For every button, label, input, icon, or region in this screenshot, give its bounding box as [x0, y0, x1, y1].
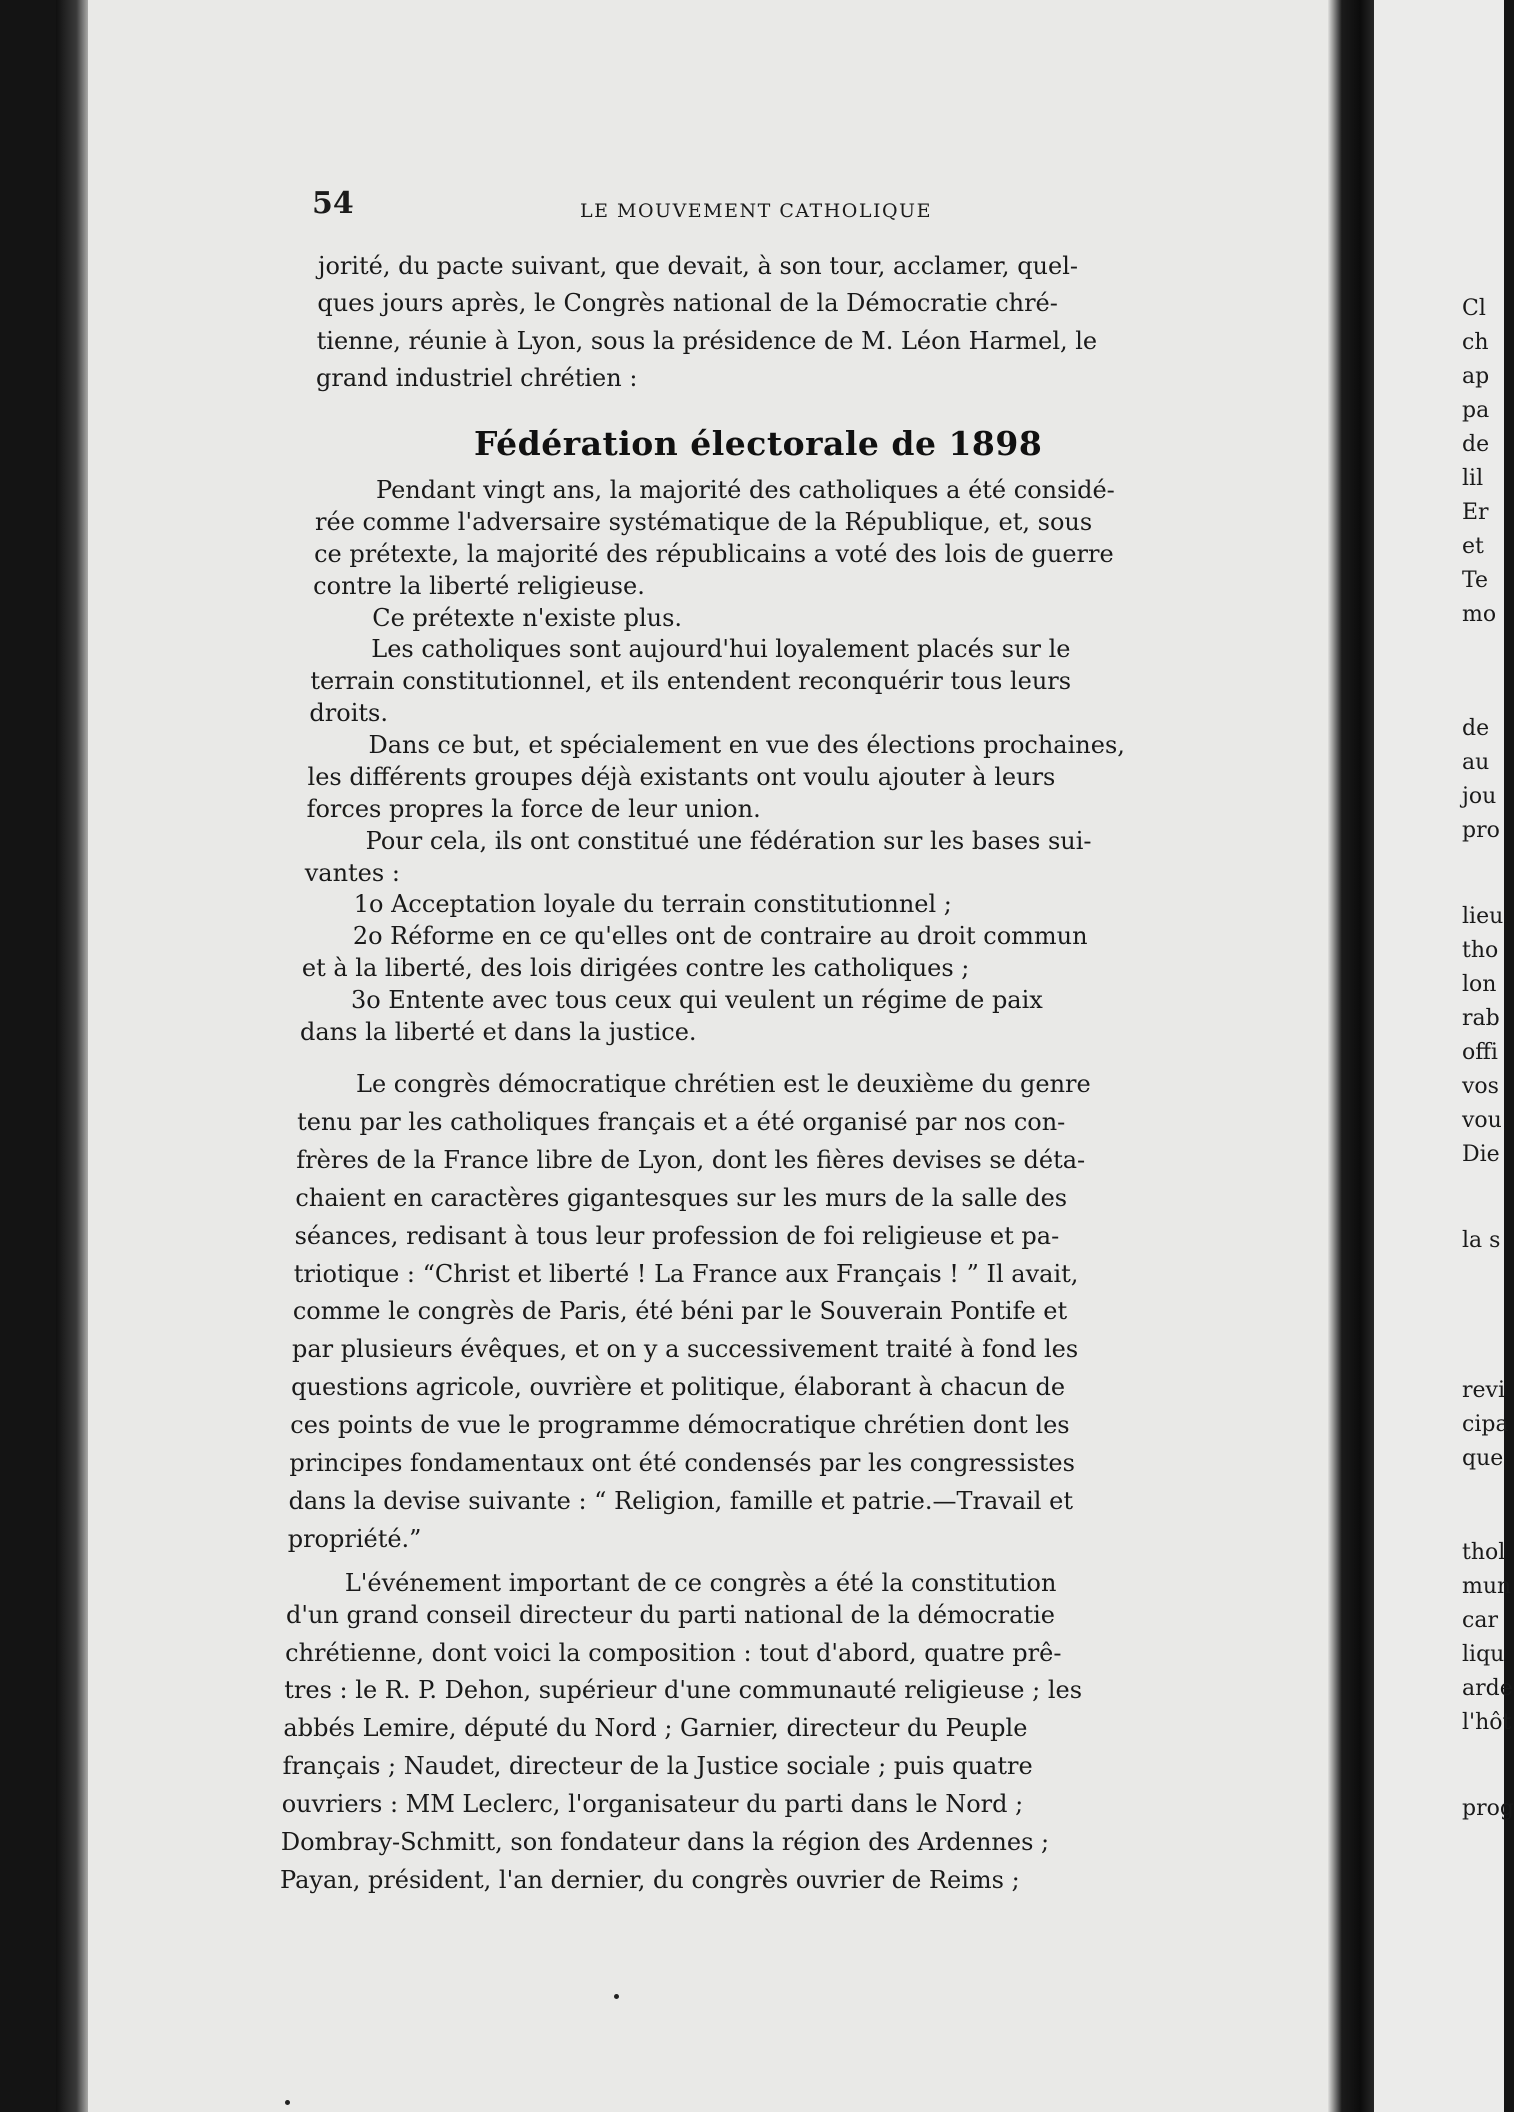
facing-page-fragment: jou	[1462, 784, 1497, 809]
body-line: tres : le R. P. Dehon, supérieur d'une communauté religieuse ; les	[284, 1676, 1083, 1705]
body-line: séances, redisant à tous leur profession de foi religieuse et pa-	[294, 1221, 1060, 1250]
body-line: chrétienne, dont voici la composition : tout d'abord, quatre prê-	[285, 1638, 1062, 1667]
pact-line: rée comme l'adversaire systématique de la République, et, sous	[315, 507, 1093, 536]
facing-page-fragment: lon	[1462, 972, 1497, 997]
body-line: Le congrès démocratique chrétien est le deuxième du genre	[356, 1070, 1091, 1098]
facing-page-fragment: l'hôt	[1462, 1710, 1512, 1735]
body-line: propriété.”	[287, 1524, 422, 1553]
body-line: Dombray-Schmitt, son fondateur dans la région des Ardennes ;	[280, 1828, 1050, 1857]
pact-line: 1o Acceptation loyale du terrain constitutionnel ;	[353, 890, 952, 919]
pact-line: terrain constitutionnel, et ils entendent reconquérir tous leurs	[310, 667, 1072, 696]
body-line: ces points de vue le programme démocratique chrétien dont les	[290, 1411, 1070, 1440]
body-line: ouvriers : MM Leclerc, l'organisateur du parti dans le Nord ;	[281, 1790, 1024, 1819]
facing-page-fragment: arde	[1462, 1676, 1513, 1701]
facing-page-fragment: ch	[1462, 330, 1489, 355]
facing-page-fragment: car	[1462, 1608, 1498, 1633]
facing-page-fragment: mo	[1462, 602, 1497, 627]
facing-page-fragment: cipa	[1462, 1412, 1509, 1437]
facing-page-fragment: liqu	[1462, 1642, 1505, 1667]
facing-page-fragment: tho	[1462, 938, 1499, 963]
facing-page-fragment: offi	[1462, 1040, 1498, 1065]
facing-page-fragment: de	[1462, 432, 1490, 457]
pact-line: forces propres la force de leur union.	[306, 794, 761, 823]
scan-speck	[285, 2100, 290, 2105]
pact-line: 2o Réforme en ce qu'elles ont de contraire au droit commun	[352, 922, 1088, 951]
facing-page-fragment: ap	[1462, 364, 1490, 389]
body-line: triotique : “Christ et liberté ! La France aux Français ! ” Il avait,	[293, 1259, 1079, 1288]
body-line: par plusieurs évêques, et on y a successivement traité à fond les	[292, 1335, 1079, 1364]
body-line: d'un grand conseil directeur du parti national de la démocratie	[286, 1600, 1055, 1629]
body-line: Payan, président, l'an dernier, du congrès ouvrier de Reims ;	[280, 1866, 1020, 1894]
pact-line: vantes :	[304, 858, 400, 887]
facing-page-fragment: lieu	[1462, 904, 1504, 929]
body-line: L'événement important de ce congrès a été la constitution	[344, 1568, 1057, 1597]
page-number: 54	[312, 186, 354, 221]
facing-page-fragment: vos	[1462, 1074, 1499, 1099]
book-gutter	[1328, 0, 1374, 2112]
facing-page-fragment: pa	[1462, 398, 1490, 423]
pact-line: Les catholiques sont aujourd'hui loyalement placés sur le	[371, 635, 1071, 664]
facing-page-fragment: revi	[1462, 1378, 1506, 1403]
pact-line: droits.	[309, 699, 388, 728]
pact-line: et à la liberté, des lois dirigées contre les catholiques ;	[301, 954, 970, 983]
pact-line: Pour cela, ils ont constitué une fédération sur les bases sui-	[365, 826, 1092, 855]
pact-line: 3o Entente avec tous ceux qui veulent un régime de paix	[350, 986, 1043, 1015]
body-line: tenu par les catholiques français et a été organisé par nos con-	[297, 1107, 1066, 1136]
facing-page-fragment: lil	[1462, 466, 1484, 491]
text-line: jorité, du pacte suivant, que devait, à son tour, acclamer, quel-	[318, 252, 1078, 280]
facing-page-fragment: Cl	[1462, 296, 1486, 321]
body-line: principes fondamentaux ont été condensés par les congressistes	[289, 1449, 1075, 1478]
facing-page-fragment: et	[1462, 534, 1484, 559]
facing-page-fragment: au	[1462, 750, 1490, 775]
text-line: ques jours après, le Congrès national de la Démocratie chré-	[317, 289, 1058, 318]
facing-page-fragment: mun	[1462, 1574, 1512, 1599]
facing-page-fragment: de	[1462, 716, 1490, 741]
text-line: grand industriel chrétien :	[316, 364, 638, 392]
facing-page-fragment: vou	[1462, 1108, 1502, 1133]
body-line: abbés Lemire, député du Nord ; Garnier, directeur du Peuple	[283, 1714, 1028, 1743]
body-line: français ; Naudet, directeur de la Justice sociale ; puis quatre	[282, 1752, 1033, 1781]
facing-page-fragment: thol	[1462, 1540, 1506, 1565]
facing-page-fragment: pro	[1462, 818, 1500, 843]
scan-speck	[614, 1994, 619, 1999]
body-line: comme le congrès de Paris, été béni par le Souverain Pontife et	[292, 1297, 1068, 1326]
book-edge-shadow	[56, 0, 90, 2112]
section-heading: Fédération électorale de 1898	[474, 424, 1043, 463]
pact-line: Dans ce but, et spécialement en vue des élections prochaines,	[368, 731, 1125, 760]
pact-line: ce prétexte, la majorité des républicains a voté des lois de guerre	[314, 539, 1114, 568]
pact-line: dans la liberté et dans la justice.	[300, 1018, 697, 1046]
pact-line: Ce prétexte n'existe plus.	[372, 603, 683, 632]
pact-line: les différents groupes déjà existants ont voulu ajouter à leurs	[307, 762, 1056, 791]
facing-page-fragment: prog	[1462, 1796, 1514, 1821]
body-line: frères de la France libre de Lyon, dont les fières devises se déta-	[296, 1145, 1086, 1174]
pact-line: Pendant vingt ans, la majorité des catholiques a été considé-	[376, 476, 1115, 504]
text-line: tienne, réunie à Lyon, sous la présidence de M. Léon Harmel, le	[316, 326, 1098, 355]
body-line: dans la devise suivante : “ Religion, famille et patrie.—Travail et	[288, 1486, 1073, 1515]
body-line: questions agricole, ouvrière et politique, élaborant à chacun de	[291, 1373, 1066, 1402]
facing-page-fragment: Die	[1462, 1142, 1500, 1167]
facing-page-fragment: rab	[1462, 1006, 1500, 1031]
pact-line: contre la liberté religieuse.	[313, 571, 645, 600]
facing-page-fragment: Te	[1462, 568, 1488, 593]
body-line: chaient en caractères gigantesques sur les murs de la salle des	[295, 1183, 1068, 1212]
facing-page-fragment: que	[1462, 1446, 1504, 1471]
facing-page-fragment: Er	[1462, 500, 1489, 525]
facing-page-fragment: la s	[1462, 1228, 1501, 1253]
running-head: LE MOUVEMENT CATHOLIQUE	[580, 200, 932, 222]
